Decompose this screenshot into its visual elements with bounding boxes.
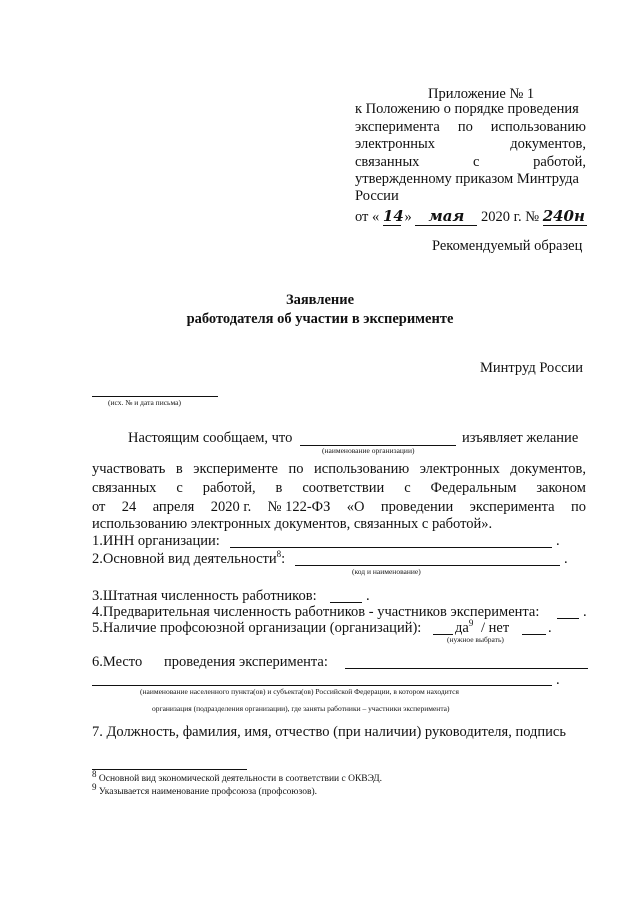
order-date-line <box>355 207 587 226</box>
paragraph-line-3 <box>92 499 586 516</box>
footnote-9-mark: 9 <box>92 782 97 792</box>
paragraph-word: с <box>404 480 411 496</box>
place-line-2 <box>92 685 552 686</box>
activity-period: . <box>564 551 568 567</box>
paragraph-word: с <box>176 480 183 496</box>
header-line-1 <box>355 101 579 118</box>
header-word: использованию <box>490 119 586 135</box>
footnote-8 <box>92 769 382 785</box>
item-head: 7. Должность, фамилия, имя, отчество (при наличии) руководителя, подпись <box>92 724 566 740</box>
item-participants: 4.Предварительная численность работников - участников эксперимента: <box>92 604 540 620</box>
item-place-1: 6.Место <box>92 654 143 670</box>
place-caption-1: (наименование населенного пункта(ов) и субъекта(ов) Российской Федерации, в котором находится <box>140 687 459 696</box>
header-line-5 <box>355 171 579 188</box>
appendix-label: Приложение № 1 <box>428 86 535 102</box>
paragraph-word: в <box>275 480 283 496</box>
header-word: связанных <box>355 154 420 170</box>
header-word: утвержденному приказом Минтруда <box>355 171 579 187</box>
paragraph-line-1 <box>92 461 586 478</box>
item-place-3: эксперимента: <box>239 654 328 670</box>
footnote-8-mark: 8 <box>92 769 97 779</box>
order-day: 14 <box>382 207 404 225</box>
header-word: работой, <box>533 154 586 170</box>
paragraph-word: 24 <box>121 499 137 515</box>
intro-left: Настоящим сообщаем, что <box>128 430 293 446</box>
paragraph-word: 2020 г. <box>210 499 252 515</box>
activity-label: 2.Основной вид деятельности <box>92 551 277 567</box>
footnote-9 <box>92 782 317 798</box>
sample-label: Рекомендуемый образец <box>432 238 583 254</box>
place-period: . <box>556 672 560 688</box>
paragraph-word: в <box>175 461 183 477</box>
item-union: 5.Наличие профсоюзной организации (организаций): <box>92 620 422 636</box>
header-word: к Положению о порядке проведения <box>355 101 579 117</box>
paragraph-word: работой, <box>202 480 256 496</box>
inn-line <box>230 547 552 548</box>
participants-line <box>557 618 579 619</box>
paragraph-word: апреля <box>152 499 195 515</box>
header-word: с <box>473 154 480 170</box>
header-line-2 <box>355 119 586 136</box>
paragraph-word: по <box>288 461 304 477</box>
paragraph-word: использованию электронных документов, связанных с работой». <box>92 516 493 532</box>
header-word: электронных <box>355 136 436 152</box>
date-prefix: от « <box>355 209 380 225</box>
activity-line <box>295 565 560 566</box>
outgoing-caption: (исх. № и дата письма) <box>108 398 181 407</box>
footnote-9-text: Указывается наименование профсоюза (профсоюзов). <box>98 787 317 798</box>
footnote-8-text: Основной вид экономической деятельности в соответствии с ОКВЭД. <box>98 774 382 785</box>
order-year: 2020 г. № <box>481 209 540 225</box>
paragraph-word: законом <box>536 480 586 496</box>
activity-colon: : <box>281 551 286 567</box>
paragraph-word: электронных <box>419 461 500 477</box>
item-activity <box>92 551 285 568</box>
header-word: по <box>457 119 473 135</box>
title-line-1: Заявление <box>285 292 355 308</box>
paragraph-line-4 <box>92 516 492 533</box>
paragraph-word: связанных <box>92 480 157 496</box>
paragraph-word: Федеральным <box>430 480 517 496</box>
paragraph-word: соответствии <box>302 480 385 496</box>
paragraph-word: проведении <box>380 499 454 515</box>
union-period: . <box>548 620 552 636</box>
paragraph-word: от <box>92 499 106 515</box>
date-mid: » <box>404 209 412 225</box>
outgoing-number-line <box>92 396 218 397</box>
paragraph-word: участвовать <box>92 461 166 477</box>
title-line-2: работодателя об участии в эксперименте <box>186 311 454 327</box>
participants-period: . <box>583 604 587 620</box>
recipient: Минтруд России <box>480 360 584 376</box>
order-month: мая <box>415 207 477 226</box>
activity-caption: (код и наименование) <box>352 567 421 576</box>
paragraph-word: по <box>570 499 586 515</box>
header-line-6 <box>355 188 399 205</box>
union-yes-label: да <box>455 620 469 636</box>
union-no-line <box>522 634 546 635</box>
staff-period: . <box>366 588 370 604</box>
order-number: 240н <box>542 207 585 225</box>
paragraph-word: № 122-ФЗ <box>267 499 331 515</box>
paragraph-word: документов, <box>510 461 586 477</box>
header-line-3 <box>355 136 586 153</box>
activity-footnote-mark: 8 <box>276 549 282 560</box>
item-place-2: проведения <box>164 654 236 670</box>
header-word: эксперимента <box>355 119 440 135</box>
header-word: документов, <box>510 136 586 152</box>
union-caption: (нужное выбрать) <box>447 635 504 644</box>
staff-line <box>330 602 362 603</box>
union-no: / нет <box>481 620 510 636</box>
paragraph-word: эксперименте <box>193 461 278 477</box>
place-caption-2: организация (подразделения организации), где заняты работники – участники эксперимента) <box>152 704 450 713</box>
paragraph-word: эксперимента <box>469 499 555 515</box>
paragraph-word: использованию <box>314 461 410 477</box>
item-inn: 1.ИНН организации: <box>92 533 220 549</box>
union-footnote-mark: 9 <box>468 618 474 629</box>
organization-caption: (наименование организации) <box>322 446 415 455</box>
inn-period: . <box>556 533 560 549</box>
paragraph-word: «О <box>346 499 365 515</box>
paragraph-line-2 <box>92 480 586 497</box>
header-word: России <box>355 188 399 204</box>
footnote-separator <box>92 769 247 770</box>
place-line-1 <box>345 668 588 669</box>
item-staff: 3.Штатная численность работников: <box>92 588 317 604</box>
intro-right: изъявляет желание <box>462 430 579 446</box>
header-line-4 <box>355 154 586 171</box>
